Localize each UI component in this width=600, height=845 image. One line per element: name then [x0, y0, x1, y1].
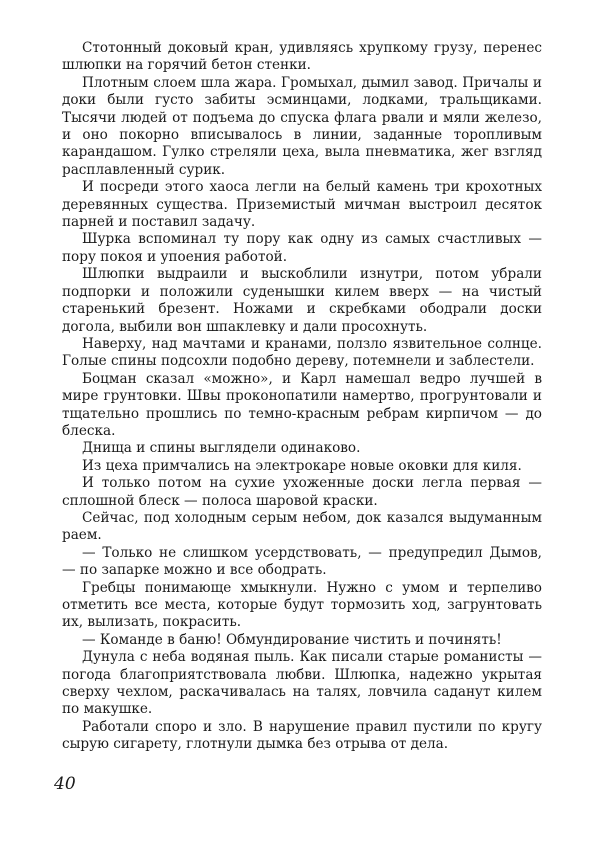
paragraph-10: И только потом на сухие ухоженные доски легла первая — сплошной блеск — полоса шаровой краски. — [62, 475, 542, 509]
paragraph-16: Работали споро и зло. В нарушение правил пустили по кругу сырую сигарету, глотнули дымка без отрыва от дела. — [62, 718, 542, 753]
paragraph-13: Гребцы понимающе хмыкнули. Нужно с умом и терпеливо отметить все места, которые будут тормозить ход, загрунтовать их, вылизать, покрасить. — [62, 579, 542, 631]
paragraph-9: Из цеха примчались на электрокаре новые оковки для киля. — [82, 457, 522, 474]
paragraph-14: — Команде в баню! Обмундирование чистить и починять! — [82, 631, 502, 648]
paragraph-5: Шлюпки выдраили и выскоблили изнутри, потом убрали подпорки и положили суденышки килем вверх — на чистый старенький брезент. Ножами и скребками ободрали доски догола, выбили вон шпаклевку и дали просохнуть. — [62, 266, 542, 335]
paragraph-1: Стотонный доковый кран, удивляясь хрупкому грузу, перенес шлюпки на горячий бетон стенки. — [62, 40, 542, 74]
paragraph-3: И посреди этого хаоса легли на белый камень три крохотных деревянных существа. Приземистый мичман выстроил десяток парней и поставил задачу. — [62, 179, 542, 231]
body-text — [62, 40, 542, 754]
paragraph-6: Наверху, над мачтами и кранами, ползло язвительное солнце. Голые спины подсохли подобно дереву, потемнели и заблестели. — [62, 335, 542, 370]
paragraph-2: Плотным слоем шла жара. Громыхал, дымил завод. Причалы и доки были густо забиты эсминцами, лодками, тральщиками. Тысячи людей от подъема до спуска флага рвали и мяли железо, и оно покорно вписывалось в линии, заданные торопливым карандашом. Гулко стреляли цеха, выла пневматика, жег взгляд расплавленный сурик. — [62, 74, 542, 178]
paragraph-12: — Только не слишком усердствовать, — предупредил Дымов, — по запарке можно и все ободрать. — [62, 544, 542, 579]
paragraph-15: Дунула с неба водяная пыль. Как писали старые романисты — погода благоприятствовала любви. Шлюпка, надежно укрытая сверху чехлом, раскачивалась на талях, ловчила саданут килем по макушке. — [62, 649, 542, 718]
paragraph-7: Боцман сказал «можно», и Карл намешал ведро лучшей в мире грунтовки. Швы проконопатили намертво, прогрунтовали и тщательно прошлись по темно-красным ребрам кирпичом — до блеска. — [62, 370, 542, 439]
paragraph-4: Шурка вспоминал ту пору как одну из самых счастливых — пору покоя и упоения работой. — [62, 231, 542, 265]
paragraph-11: Сейчас, под холодным серым небом, док казался выдуманным раем. — [62, 509, 542, 544]
page-number: 40 — [54, 774, 76, 794]
paragraph-8: Днища и спины выглядели одинаково. — [82, 440, 361, 457]
